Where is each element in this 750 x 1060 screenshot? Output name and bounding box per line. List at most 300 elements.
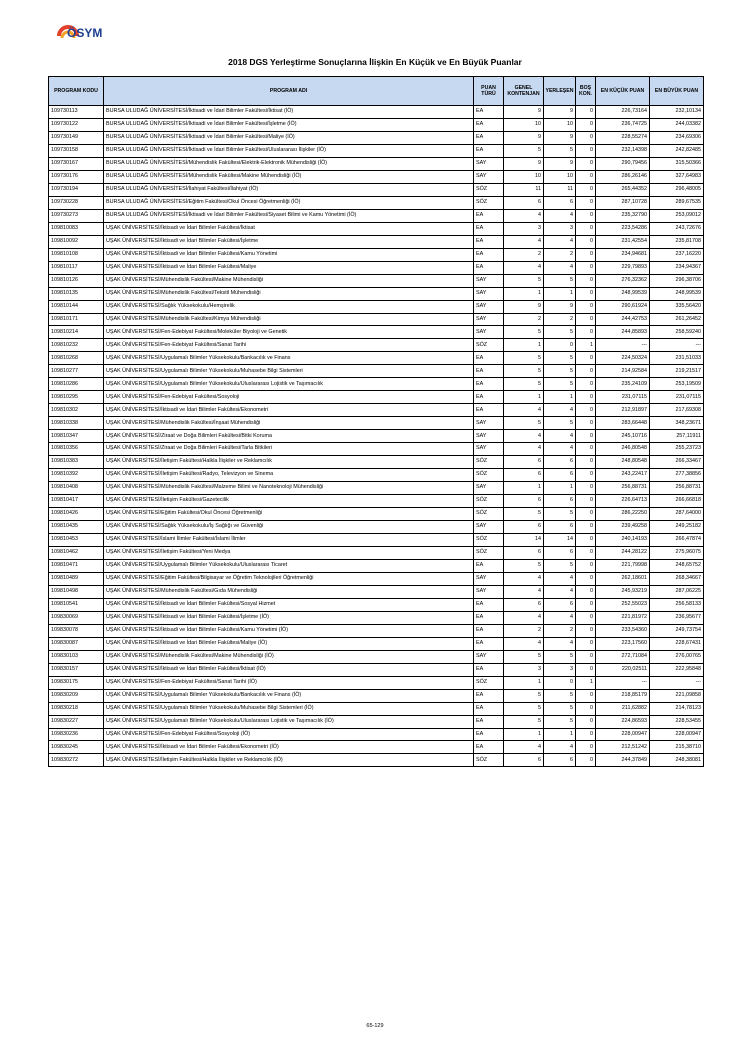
cell-score-type: EA <box>474 715 504 728</box>
cell-min-score: 256,88731 <box>596 482 650 495</box>
cell-program-name: UŞAK ÜNİVERSİTESİ/İletişim Fakültesi/Radyo, Televizyon ve Sinema <box>104 469 474 482</box>
cell-score-type: SÖZ <box>474 754 504 767</box>
cell-vacant: 0 <box>576 378 596 391</box>
cell-max-score: 275,96075 <box>650 546 704 559</box>
cell-program-code: 109830175 <box>49 676 104 689</box>
cell-vacant: 0 <box>576 391 596 404</box>
cell-program-code: 109810417 <box>49 495 104 508</box>
cell-program-code: 109810471 <box>49 559 104 572</box>
cell-quota: 5 <box>504 378 544 391</box>
cell-program-code: 109810347 <box>49 430 104 443</box>
cell-program-code: 109810268 <box>49 352 104 365</box>
cell-min-score: 224,50324 <box>596 352 650 365</box>
cell-program-code: 109810489 <box>49 572 104 585</box>
table-row <box>49 443 704 456</box>
cell-max-score: 327,64983 <box>650 170 704 183</box>
cell-score-type: EA <box>474 261 504 274</box>
cell-program-name: UŞAK ÜNİVERSİTESİ/İletişim Fakültesi/Yeni Medya <box>104 546 474 559</box>
cell-quota: 1 <box>504 676 544 689</box>
cell-max-score: 249,25182 <box>650 521 704 534</box>
table-row <box>49 624 704 637</box>
cell-program-code: 109810232 <box>49 339 104 352</box>
cell-vacant: 0 <box>576 546 596 559</box>
table-row <box>49 417 704 430</box>
cell-placed: 9 <box>544 157 576 170</box>
cell-min-score: 229,79893 <box>596 261 650 274</box>
cell-score-type: SÖZ <box>474 456 504 469</box>
cell-program-name: UŞAK ÜNİVERSİTESİ/Fen-Edebiyat Fakültesi/Sanat Tarihi (İÖ) <box>104 676 474 689</box>
cell-vacant: 0 <box>576 183 596 196</box>
cell-vacant: 0 <box>576 157 596 170</box>
logo-text: ÖSYM <box>67 26 103 40</box>
cell-quota: 6 <box>504 456 544 469</box>
cell-quota: 5 <box>504 715 544 728</box>
cell-vacant: 0 <box>576 326 596 339</box>
osym-logo <box>53 20 123 50</box>
cell-vacant: 0 <box>576 287 596 300</box>
cell-max-score: 248,99539 <box>650 287 704 300</box>
cell-quota: 2 <box>504 248 544 261</box>
cell-score-type: SÖZ <box>474 533 504 546</box>
cell-program-code: 109810295 <box>49 391 104 404</box>
cell-program-name: UŞAK ÜNİVERSİTESİ/Uygulamalı Bilimler Yüksekokulu/Bankacılık ve Finans <box>104 352 474 365</box>
col-header-en-kucuk-puan: EN KÜÇÜK PUAN <box>596 77 650 106</box>
cell-program-code: 109830087 <box>49 637 104 650</box>
cell-score-type: EA <box>474 378 504 391</box>
cell-program-name: UŞAK ÜNİVERSİTESİ/Mühendislik Fakültesi/Makine Mühendisliği <box>104 274 474 287</box>
cell-program-code: 109810302 <box>49 404 104 417</box>
cell-max-score: 244,03382 <box>650 118 704 131</box>
cell-min-score: 228,55274 <box>596 131 650 144</box>
cell-score-type: SAY <box>474 430 504 443</box>
cell-max-score: 228,00947 <box>650 728 704 741</box>
cell-placed: 6 <box>544 456 576 469</box>
page-number: 65-129 <box>366 1023 384 1029</box>
cell-program-code: 109810108 <box>49 248 104 261</box>
cell-vacant: 0 <box>576 624 596 637</box>
cell-min-score: 244,28122 <box>596 546 650 559</box>
cell-placed: 6 <box>544 521 576 534</box>
cell-program-name: UŞAK ÜNİVERSİTESİ/Ziraat ve Doğa Bilimleri Fakültesi/Tarla Bitkileri <box>104 443 474 456</box>
cell-vacant: 0 <box>576 482 596 495</box>
table-row <box>49 663 704 676</box>
table-row <box>49 157 704 170</box>
cell-min-score: 245,93219 <box>596 585 650 598</box>
cell-program-name: UŞAK ÜNİVERSİTESİ/İletişim Fakültesi/Gazetecilik <box>104 495 474 508</box>
table-row <box>49 715 704 728</box>
cell-min-score: 248,80548 <box>596 456 650 469</box>
cell-score-type: SAY <box>474 313 504 326</box>
cell-placed: 6 <box>544 546 576 559</box>
cell-quota: 6 <box>504 754 544 767</box>
cell-quota: 11 <box>504 183 544 196</box>
cell-max-score: 234,94367 <box>650 261 704 274</box>
table-row <box>49 430 704 443</box>
cell-vacant: 0 <box>576 417 596 430</box>
cell-max-score: 287,64000 <box>650 508 704 521</box>
cell-score-type: EA <box>474 106 504 119</box>
cell-min-score: 283,66448 <box>596 417 650 430</box>
cell-min-score: 232,14398 <box>596 144 650 157</box>
cell-placed: 5 <box>544 508 576 521</box>
col-header-en-buyuk-puan: EN BÜYÜK PUAN <box>650 77 704 106</box>
cell-vacant: 0 <box>576 689 596 702</box>
cell-max-score: 214,78123 <box>650 702 704 715</box>
cell-max-score: 236,95677 <box>650 611 704 624</box>
cell-program-code: 109810462 <box>49 546 104 559</box>
cell-placed: 9 <box>544 300 576 313</box>
cell-min-score: 211,62882 <box>596 702 650 715</box>
table-row <box>49 585 704 598</box>
cell-program-code: 109810392 <box>49 469 104 482</box>
cell-quota: 5 <box>504 144 544 157</box>
cell-score-type: SAY <box>474 572 504 585</box>
cell-quota: 14 <box>504 533 544 546</box>
cell-max-score: 296,38706 <box>650 274 704 287</box>
cell-vacant: 0 <box>576 196 596 209</box>
cell-max-score: 255,23723 <box>650 443 704 456</box>
cell-score-type: EA <box>474 235 504 248</box>
cell-placed: 5 <box>544 274 576 287</box>
cell-program-name: BURSA ULUDAĞ ÜNİVERSİTESİ/Mühendislik Fakültesi/Makine Mühendisliği (İÖ) <box>104 170 474 183</box>
table-row <box>49 131 704 144</box>
table-row <box>49 300 704 313</box>
cell-quota: 9 <box>504 157 544 170</box>
table-row <box>49 118 704 131</box>
table-row <box>49 650 704 663</box>
cell-min-score: 248,99539 <box>596 287 650 300</box>
cell-program-name: BURSA ULUDAĞ ÜNİVERSİTESİ/Mühendislik Fakültesi/Elektrik-Elektronik Mühendisliği (İÖ) <box>104 157 474 170</box>
cell-min-score: 290,61924 <box>596 300 650 313</box>
cell-program-code: 109810135 <box>49 287 104 300</box>
table-row <box>49 637 704 650</box>
cell-max-score: --- <box>650 676 704 689</box>
cell-placed: 9 <box>544 106 576 119</box>
cell-quota: 5 <box>504 689 544 702</box>
results-table <box>48 76 704 767</box>
cell-quota: 4 <box>504 430 544 443</box>
cell-vacant: 0 <box>576 170 596 183</box>
col-header-program-kodu: PROGRAM KODU <box>49 77 104 106</box>
cell-program-name: UŞAK ÜNİVERSİTESİ/Mühendislik Fakültesi/Gıda Mühendisliği <box>104 585 474 598</box>
cell-max-score: 235,81708 <box>650 235 704 248</box>
cell-program-name: UŞAK ÜNİVERSİTESİ/Uygulamalı Bilimler Yüksekokulu/Muhasebe Bilgi Sistemleri <box>104 365 474 378</box>
cell-vacant: 0 <box>576 521 596 534</box>
cell-quota: 4 <box>504 585 544 598</box>
cell-program-code: 109830157 <box>49 663 104 676</box>
table-row <box>49 689 704 702</box>
cell-max-score: --- <box>650 339 704 352</box>
cell-score-type: SAY <box>474 482 504 495</box>
cell-score-type: SAY <box>474 274 504 287</box>
cell-program-code: 109830078 <box>49 624 104 637</box>
cell-max-score: 287,06225 <box>650 585 704 598</box>
cell-vacant: 0 <box>576 106 596 119</box>
cell-vacant: 0 <box>576 650 596 663</box>
cell-vacant: 0 <box>576 430 596 443</box>
cell-program-name: UŞAK ÜNİVERSİTESİ/Uygulamalı Bilimler Yüksekokulu/Uluslararası Lojistik ve Taşımacılık <box>104 378 474 391</box>
cell-max-score: 221,09858 <box>650 689 704 702</box>
cell-min-score: 231,07115 <box>596 391 650 404</box>
cell-max-score: 335,56420 <box>650 300 704 313</box>
cell-score-type: SÖZ <box>474 495 504 508</box>
table-row <box>49 196 704 209</box>
cell-program-code: 109810408 <box>49 482 104 495</box>
table-row <box>49 469 704 482</box>
cell-score-type: SÖZ <box>474 196 504 209</box>
cell-program-code: 109830218 <box>49 702 104 715</box>
col-header-program-adi: PROGRAM ADI <box>104 77 474 106</box>
cell-min-score: 214,92584 <box>596 365 650 378</box>
cell-placed: 5 <box>544 144 576 157</box>
cell-quota: 4 <box>504 261 544 274</box>
cell-quota: 5 <box>504 274 544 287</box>
cell-program-code: 109730228 <box>49 196 104 209</box>
cell-score-type: EA <box>474 741 504 754</box>
table-row <box>49 144 704 157</box>
cell-score-type: EA <box>474 598 504 611</box>
table-row <box>49 391 704 404</box>
cell-score-type: SAY <box>474 326 504 339</box>
cell-program-code: 109830245 <box>49 741 104 754</box>
cell-max-score: 289,67535 <box>650 196 704 209</box>
cell-max-score: 234,69306 <box>650 131 704 144</box>
cell-quota: 10 <box>504 170 544 183</box>
cell-vacant: 0 <box>576 365 596 378</box>
cell-quota: 4 <box>504 404 544 417</box>
cell-placed: 5 <box>544 352 576 365</box>
cell-program-code: 109810277 <box>49 365 104 378</box>
cell-min-score: 240,14193 <box>596 533 650 546</box>
cell-placed: 5 <box>544 378 576 391</box>
cell-quota: 1 <box>504 339 544 352</box>
cell-placed: 9 <box>544 131 576 144</box>
cell-quota: 1 <box>504 391 544 404</box>
cell-score-type: SAY <box>474 287 504 300</box>
cell-max-score: 222,95848 <box>650 663 704 676</box>
cell-vacant: 0 <box>576 508 596 521</box>
table-row <box>49 456 704 469</box>
cell-score-type: EA <box>474 248 504 261</box>
cell-program-name: UŞAK ÜNİVERSİTESİ/İktisadi ve İdari Bilimler Fakültesi/Ekonometri (İÖ) <box>104 741 474 754</box>
cell-program-name: UŞAK ÜNİVERSİTESİ/Fen-Edebiyat Fakültesi/Moleküler Biyoloji ve Genetik <box>104 326 474 339</box>
cell-vacant: 0 <box>576 572 596 585</box>
cell-max-score: 348,23671 <box>650 417 704 430</box>
cell-quota: 9 <box>504 106 544 119</box>
cell-max-score: 258,59240 <box>650 326 704 339</box>
cell-min-score: 239,49258 <box>596 521 650 534</box>
cell-score-type: SAY <box>474 585 504 598</box>
cell-vacant: 0 <box>576 585 596 598</box>
cell-program-name: UŞAK ÜNİVERSİTESİ/İktisadi ve İdari Bilimler Fakültesi/İşletme <box>104 235 474 248</box>
cell-program-name: BURSA ULUDAĞ ÜNİVERSİTESİ/İktisadi ve İdari Bilimler Fakültesi/İktisat (İÖ) <box>104 106 474 119</box>
cell-vacant: 0 <box>576 715 596 728</box>
cell-quota: 4 <box>504 572 544 585</box>
cell-score-type: EA <box>474 689 504 702</box>
cell-vacant: 0 <box>576 274 596 287</box>
cell-max-score: 249,73754 <box>650 624 704 637</box>
cell-program-code: 109810171 <box>49 313 104 326</box>
cell-placed: 5 <box>544 559 576 572</box>
col-header-bos-kon: BOŞ KON. <box>576 77 596 106</box>
cell-quota: 6 <box>504 196 544 209</box>
table-row <box>49 676 704 689</box>
cell-max-score: 296,48005 <box>650 183 704 196</box>
cell-score-type: SÖZ <box>474 676 504 689</box>
cell-program-name: UŞAK ÜNİVERSİTESİ/Eğitim Fakültesi/Bilgisayar ve Öğretim Teknolojileri Öğretmenliği <box>104 572 474 585</box>
cell-max-score: 253,09012 <box>650 209 704 222</box>
cell-program-name: UŞAK ÜNİVERSİTESİ/Mühendislik Fakültesi/Malzeme Bilimi ve Nanoteknoloji Mühendisliği <box>104 482 474 495</box>
cell-placed: 6 <box>544 598 576 611</box>
cell-placed: 1 <box>544 482 576 495</box>
table-row <box>49 326 704 339</box>
cell-vacant: 0 <box>576 443 596 456</box>
cell-placed: 2 <box>544 248 576 261</box>
cell-score-type: EA <box>474 222 504 235</box>
cell-max-score: 256,58133 <box>650 598 704 611</box>
cell-program-name: BURSA ULUDAĞ ÜNİVERSİTESİ/İlahiyat Fakültesi/İlahiyat (İÖ) <box>104 183 474 196</box>
cell-program-code: 109810083 <box>49 222 104 235</box>
cell-quota: 5 <box>504 508 544 521</box>
cell-score-type: SAY <box>474 650 504 663</box>
cell-score-type: EA <box>474 144 504 157</box>
cell-placed: 3 <box>544 663 576 676</box>
cell-program-code: 109730113 <box>49 106 104 119</box>
cell-program-code: 109830103 <box>49 650 104 663</box>
cell-min-score: 223,17560 <box>596 637 650 650</box>
cell-quota: 2 <box>504 624 544 637</box>
cell-vacant: 0 <box>576 598 596 611</box>
table-row <box>49 378 704 391</box>
table-row <box>49 611 704 624</box>
cell-quota: 4 <box>504 741 544 754</box>
cell-program-code: 109830227 <box>49 715 104 728</box>
cell-vacant: 0 <box>576 235 596 248</box>
cell-placed: 10 <box>544 170 576 183</box>
table-row <box>49 209 704 222</box>
cell-vacant: 0 <box>576 261 596 274</box>
cell-placed: 5 <box>544 417 576 430</box>
cell-min-score: 244,42753 <box>596 313 650 326</box>
col-header-yerlesen: YERLEŞEN <box>544 77 576 106</box>
cell-vacant: 0 <box>576 248 596 261</box>
cell-program-name: UŞAK ÜNİVERSİTESİ/İktisadi ve İdari Bilimler Fakültesi/Maliye <box>104 261 474 274</box>
table-row <box>49 598 704 611</box>
cell-max-score: 243,72676 <box>650 222 704 235</box>
table-row <box>49 741 704 754</box>
cell-program-name: BURSA ULUDAĞ ÜNİVERSİTESİ/İktisadi ve İdari Bilimler Fakültesi/Siyaset Bilimi ve Kamu Yönetimi (İÖ) <box>104 209 474 222</box>
cell-min-score: 276,32362 <box>596 274 650 287</box>
cell-vacant: 0 <box>576 663 596 676</box>
cell-program-code: 109810214 <box>49 326 104 339</box>
cell-quota: 4 <box>504 443 544 456</box>
cell-program-name: UŞAK ÜNİVERSİTESİ/Uygulamalı Bilimler Yüksekokulu/Uluslararası Lojistik ve Taşımacılık (İÖ) <box>104 715 474 728</box>
cell-score-type: SAY <box>474 521 504 534</box>
cell-quota: 10 <box>504 118 544 131</box>
cell-min-score: 212,51242 <box>596 741 650 754</box>
table-row <box>49 404 704 417</box>
cell-score-type: SAY <box>474 300 504 313</box>
cell-program-code: 109810435 <box>49 521 104 534</box>
cell-program-code: 109730167 <box>49 157 104 170</box>
cell-placed: 1 <box>544 287 576 300</box>
cell-vacant: 0 <box>576 131 596 144</box>
cell-program-code: 109830069 <box>49 611 104 624</box>
cell-min-score: 218,85179 <box>596 689 650 702</box>
cell-score-type: SAY <box>474 443 504 456</box>
table-row <box>49 533 704 546</box>
cell-program-name: UŞAK ÜNİVERSİTESİ/İktisadi ve İdari Bilimler Fakültesi/İktisat <box>104 222 474 235</box>
cell-min-score: 231,42554 <box>596 235 650 248</box>
cell-program-name: UŞAK ÜNİVERSİTESİ/İletişim Fakültesi/Halkla İlişkiler ve Reklamcılık (İÖ) <box>104 754 474 767</box>
cell-placed: 1 <box>544 391 576 404</box>
cell-min-score: 272,71084 <box>596 650 650 663</box>
cell-placed: 4 <box>544 443 576 456</box>
cell-score-type: SAY <box>474 417 504 430</box>
col-header-puan-turu: PUAN TÜRÜ <box>474 77 504 106</box>
cell-placed: 4 <box>544 637 576 650</box>
cell-score-type: EA <box>474 637 504 650</box>
table-row <box>49 508 704 521</box>
cell-max-score: 215,38710 <box>650 741 704 754</box>
cell-vacant: 0 <box>576 300 596 313</box>
cell-placed: 14 <box>544 533 576 546</box>
cell-score-type: SÖZ <box>474 339 504 352</box>
cell-program-code: 109810286 <box>49 378 104 391</box>
cell-placed: 6 <box>544 754 576 767</box>
cell-max-score: 248,38081 <box>650 754 704 767</box>
cell-placed: 5 <box>544 715 576 728</box>
cell-score-type: SÖZ <box>474 508 504 521</box>
cell-program-name: BURSA ULUDAĞ ÜNİVERSİTESİ/İktisadi ve İdari Bilimler Fakültesi/Uluslararası İlişkiler (İÖ) <box>104 144 474 157</box>
cell-placed: 5 <box>544 326 576 339</box>
cell-program-name: UŞAK ÜNİVERSİTESİ/Fen-Edebiyat Fakültesi/Sosyoloji <box>104 391 474 404</box>
cell-program-code: 109810126 <box>49 274 104 287</box>
cell-program-name: UŞAK ÜNİVERSİTESİ/Mühendislik Fakültesi/Kimya Mühendisliği <box>104 313 474 326</box>
cell-quota: 5 <box>504 365 544 378</box>
cell-program-code: 109810383 <box>49 456 104 469</box>
cell-max-score: 266,33467 <box>650 456 704 469</box>
cell-min-score: 220,02511 <box>596 663 650 676</box>
table-header-row <box>49 77 704 106</box>
cell-placed: 6 <box>544 469 576 482</box>
cell-program-code: 109810092 <box>49 235 104 248</box>
cell-min-score: 212,91897 <box>596 404 650 417</box>
cell-score-type: EA <box>474 365 504 378</box>
cell-max-score: 232,10134 <box>650 106 704 119</box>
cell-program-name: UŞAK ÜNİVERSİTESİ/Sağlık Yüksekokulu/Hemşirelik <box>104 300 474 313</box>
cell-placed: 3 <box>544 222 576 235</box>
cell-min-score: 228,00947 <box>596 728 650 741</box>
cell-program-name: UŞAK ÜNİVERSİTESİ/İktisadi ve İdari Bilimler Fakültesi/Ekonometri <box>104 404 474 417</box>
cell-max-score: 315,50366 <box>650 157 704 170</box>
cell-vacant: 0 <box>576 702 596 715</box>
cell-placed: 4 <box>544 209 576 222</box>
cell-min-score: 244,85893 <box>596 326 650 339</box>
cell-min-score: 221,81972 <box>596 611 650 624</box>
cell-max-score: 268,34667 <box>650 572 704 585</box>
cell-score-type: SAY <box>474 157 504 170</box>
cell-vacant: 0 <box>576 741 596 754</box>
cell-score-type: SÖZ <box>474 469 504 482</box>
cell-min-score: 233,54360 <box>596 624 650 637</box>
cell-quota: 1 <box>504 728 544 741</box>
cell-program-name: UŞAK ÜNİVERSİTESİ/Ziraat ve Doğa Bilimleri Fakültesi/Bitki Koruma <box>104 430 474 443</box>
cell-score-type: EA <box>474 118 504 131</box>
cell-max-score: 276,00765 <box>650 650 704 663</box>
cell-placed: 2 <box>544 624 576 637</box>
cell-program-name: UŞAK ÜNİVERSİTESİ/Eğitim Fakültesi/Okul Öncesi Öğretmenliği <box>104 508 474 521</box>
